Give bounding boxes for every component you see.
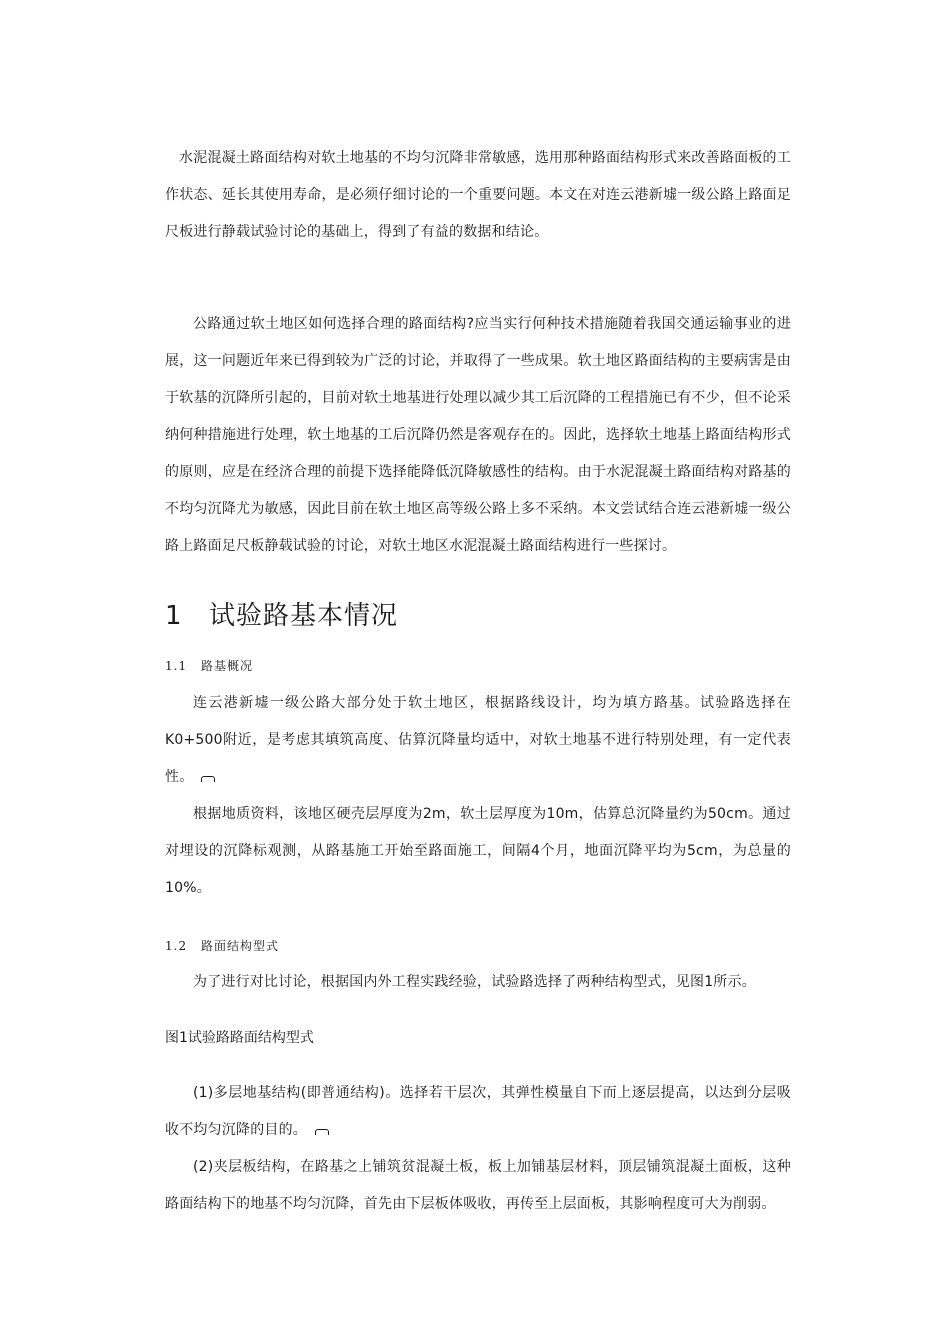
section-1-2-heading [165, 936, 279, 956]
section-1-heading [165, 596, 398, 636]
section-1-2-number: 1.2 [165, 939, 188, 953]
section-1-2-intro [165, 964, 791, 1001]
annotation-mark-icon [315, 1129, 329, 1135]
structure-intro-paragraph: 为了进行对比讨论，根据国内外工程实践经验，试验路选择了两种结构型式，见图1所示。 [193, 974, 756, 990]
abstract-paragraph: 水泥混凝土路面结构对软土地基的不均匀沉降非常敏感，选用那种路面结构形式来改善路面板的工作状态、延长其使用寿命，是必须仔细讨论的一个重要问题。本文在对连云港新墟一级公路上路面足尺板进行静载试验讨论的基础上，得到了有益的数据和结论。 [165, 150, 791, 240]
structure-item-2: (2)夹层板结构，在路基之上铺筑贫混凝土板，板上加铺基层材料，顶层铺筑混凝土面板，这种路面结构下的地基不均匀沉降，首先由下层板体吸收，再传至上层面板，其影响程度可大为削弱。 [165, 1159, 791, 1212]
figure-1-caption: 图1试验路路面结构型式 [165, 1030, 314, 1046]
section-1-1-heading [165, 656, 253, 676]
intro-paragraph: 公路通过软土地区如何选择合理的路面结构?应当实行何种技术措施随着我国交通运输事业的进展，这一问题近年来已得到较为广泛的讨论，并取得了一些成果。软土地区路面结构的主要病害是由于软基的沉降所引起的，目前对软土地基进行处理以减少其工后沉降的工程措施已有不少，但不论采纳何种措施进行处理，软土地基的工后沉降仍然是客观存在的。因此，选择软土地基上路面结构形式的原则，应是在经济合理的前提下选择能降低沉降敏感性的结构。由于水泥混凝土路面结构对路基的不均匀沉降尤为敏感，因此目前在软土地区高等级公路上多不采纳。本文尝试结合连云港新墟一级公路上路面足尺板静载试验的讨论，对软土地区水泥混凝土路面结构进行一些探讨。 [165, 316, 791, 554]
section-1-1-title: 路基概况 [201, 659, 254, 673]
structure-item-1: (1)多层地基结构(即普通结构)。选择若干层次，其弹性模量自下而上逐层提高，以达到分层吸收不均匀沉降的目的。 [165, 1085, 791, 1138]
annotation-mark-icon [201, 776, 215, 782]
section-1-2-title: 路面结构型式 [201, 939, 280, 953]
figure-caption-block [165, 1028, 791, 1048]
structure-items [165, 1075, 791, 1223]
section-1-title: 试验路基本情况 [209, 601, 399, 631]
section-1-number: 1 [165, 601, 183, 631]
abstract-block [165, 140, 791, 251]
roadbed-paragraph-1: 连云港新墟一级公路大部分处于软土地区，根据路线设计，均为填方路基。试验路选择在K0+500附近，是考虑其填筑高度、估算沉降量均适中，对软土地基不进行特别处理，有一定代表性。 [165, 695, 791, 785]
intro-block [165, 306, 791, 565]
roadbed-paragraph-2: 根据地质资料，该地区硬壳层厚度为2m，软土层厚度为10m，估算总沉降量约为50cm。通过对埋设的沉降标观测，从路基施工开始至路面施工，间隔4个月，地面沉降平均为5cm，为总量的10%。 [165, 806, 791, 896]
section-1-1-number: 1.1 [165, 659, 188, 673]
section-1-1-body [165, 685, 791, 907]
